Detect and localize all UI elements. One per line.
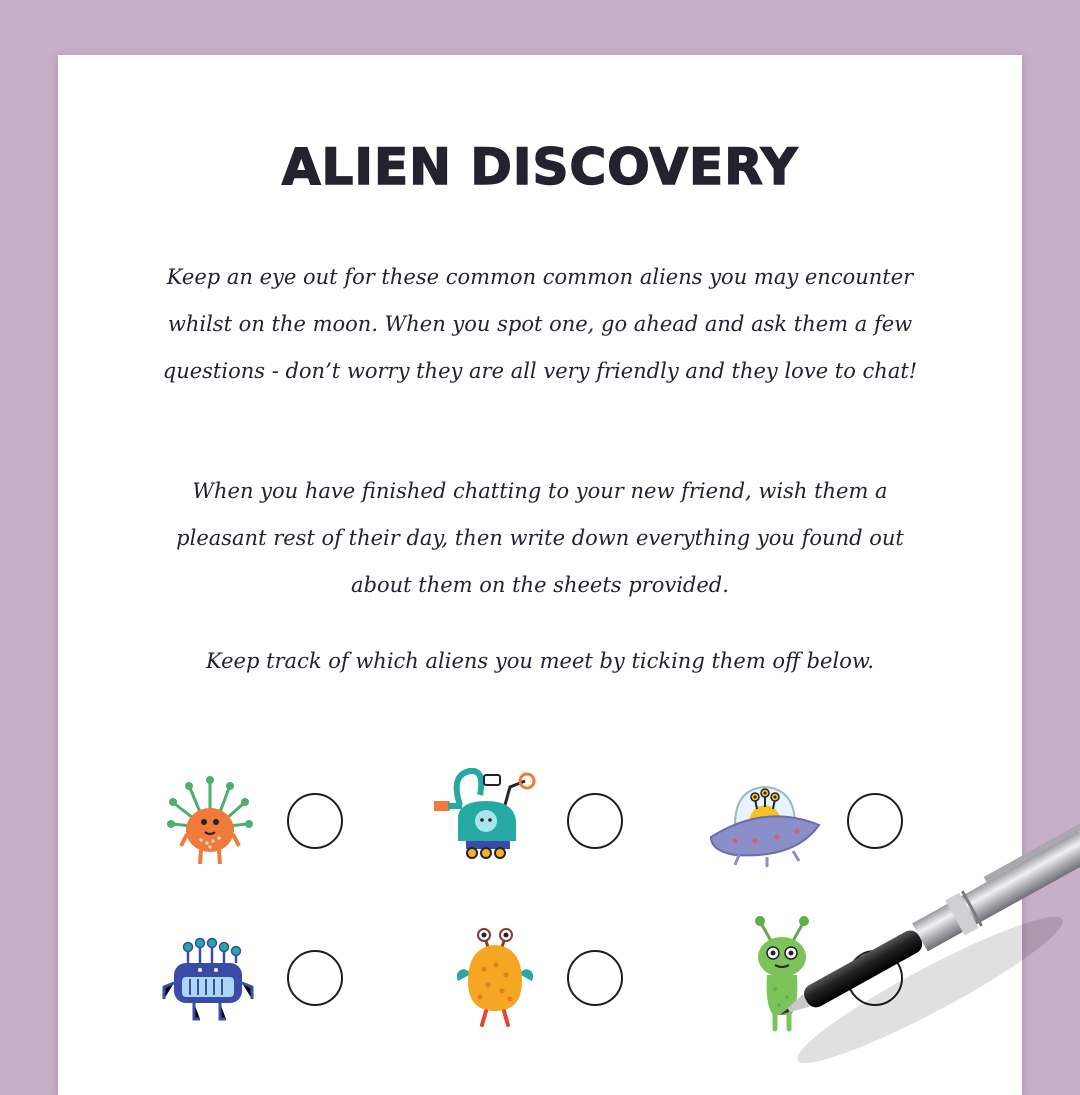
instructions-paragraph: When you have finished chatting to your new friend, wish them a pleasant rest of their day, then write down everything you found out about them on the sheets provided.: [176, 479, 904, 597]
tick-instructions: Keep track of which aliens you meet by ticking them off below.: [205, 649, 875, 673]
intro-paragraph: Keep an eye out for these common common aliens you may encounter whilst on the moon. When you spot one, go ahead and ask them a few questions - don’t worry they are all very friendly and they love to chat!: [162, 265, 918, 383]
page-title: ALIEN DISCOVERY: [281, 138, 799, 196]
